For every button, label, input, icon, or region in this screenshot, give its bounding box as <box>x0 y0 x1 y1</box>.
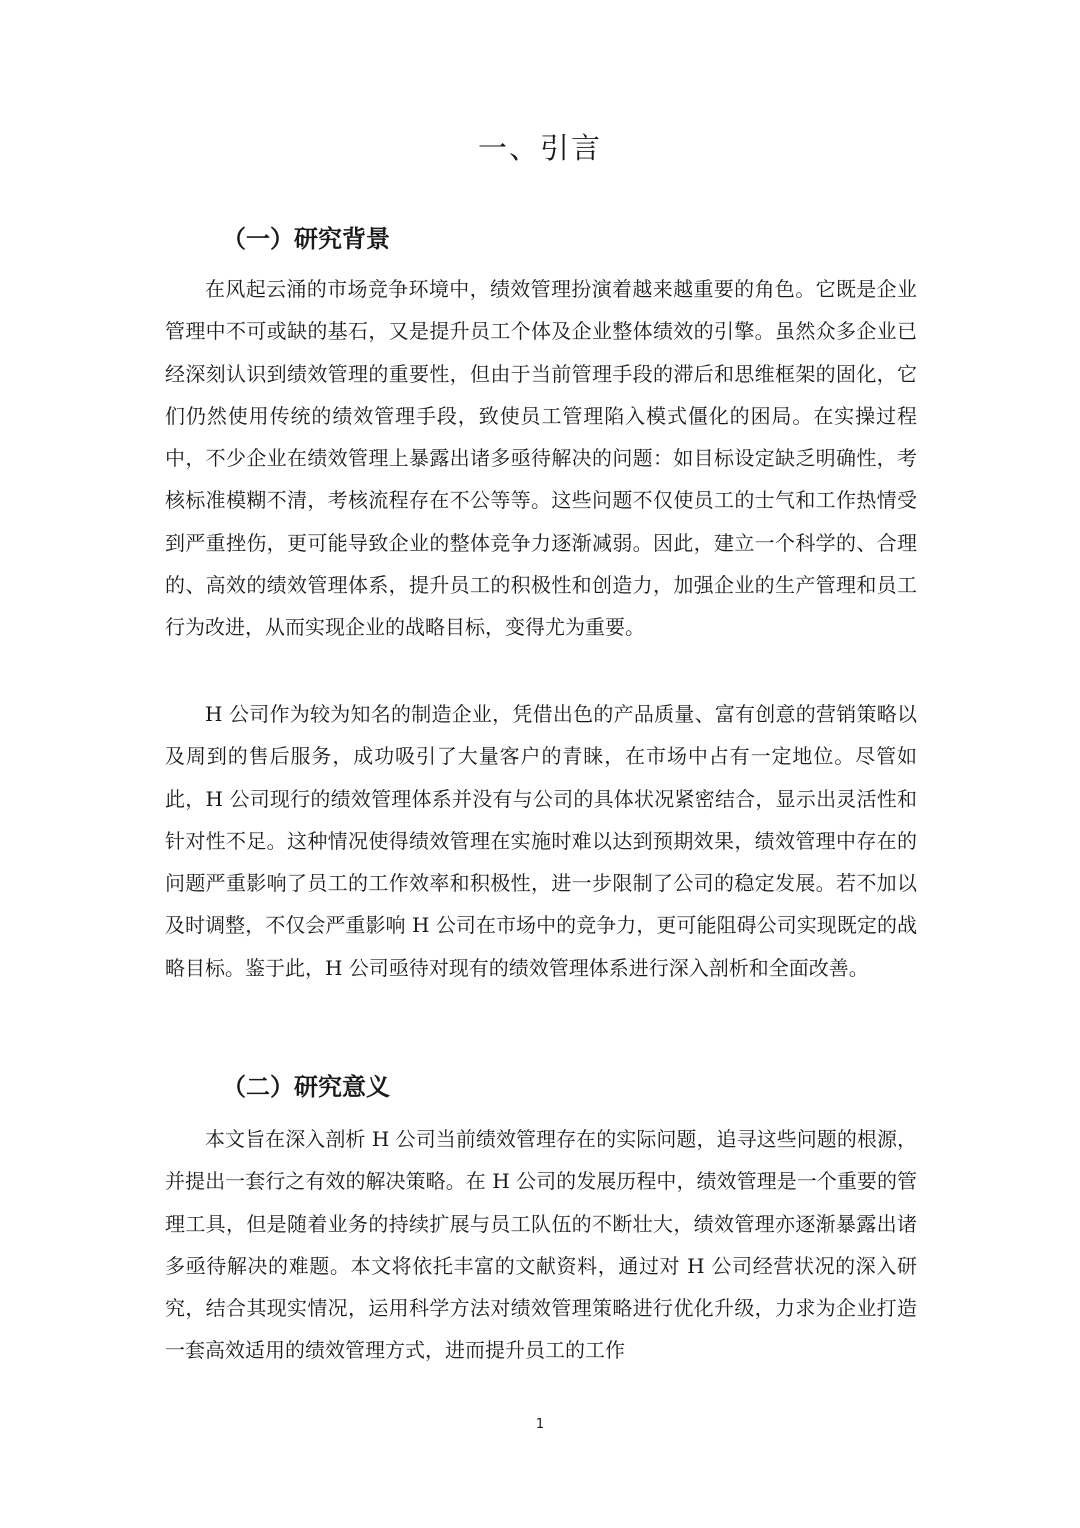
paragraph: 本文旨在深入剖析 H 公司当前绩效管理存在的实际问题，追寻这些问题的根源，并提出一套行之有效的解决策略。在 H 公司的发展历程中，绩效管理是一个重要的管理工具，但是随着业务的持续扩展与员工队伍的不断壮大，绩效管理亦逐渐暴露出诸多亟待解决的难题。本文将依托丰富的文献资料，通过对 H 公司经营状况的深入研究，结合其现实情况，运用科学方法对绩效管理策略进行优化升级，力求为企业打造一套高效适用的绩效管理方式，进而提升员工的工作 <box>165 1127 917 1363</box>
chapter-title: 一、引言 <box>477 131 602 165</box>
paragraph: 在风起云涌的市场竞争环境中，绩效管理扮演着越来越重要的角色。它既是企业管理中不可或缺的基石，又是提升员工个体及企业整体绩效的引擎。虽然众多企业已经深刻认识到绩效管理的重要性，但由于当前管理手段的滞后和思维框架的固化，它们仍然使用传统的绩效管理手段，致使员工管理陷入模式僵化的困局。在实操过程中，不少企业在绩效管理上暴露出诸多亟待解决的问题：如目标设定缺乏明确性，考核标准模糊不清，考核流程存在不公等等。这些问题不仅使员工的士气和工作热情受到严重挫伤，更可能导致企业的整体竞争力逐渐减弱。因此，建立一个科学的、合理的、高效的绩效管理体系，提升员工的积极性和创造力，加强企业的生产管理和员工行为改进，从而实现企业的战略目标，变得尤为重要。 <box>165 277 917 640</box>
page-number: 1 <box>535 1417 545 1432</box>
paragraph: H 公司作为较为知名的制造企业，凭借出色的产品质量、富有创意的营销策略以及周到的售后服务，成功吸引了大量客户的青睐，在市场中占有一定地位。尽管如此，H 公司现行的绩效管理体系并没有与公司的具体状况紧密结合，显示出灵活性和针对性不足。这种情况使得绩效管理在实施时难以达到预期效果，绩效管理中存在的问题严重影响了员工的工作效率和积极性，进一步限制了公司的稳定发展。若不加以及时调整，不仅会严重影响 H 公司在市场中的竞争力，更可能阻碍公司实现既定的战略目标。鉴于此，H 公司亟待对现有的绩效管理体系进行深入剖析和全面改善。 <box>165 702 917 980</box>
section-heading-research-background: （一）研究背景 <box>222 224 390 253</box>
section-heading-research-significance: （二）研究意义 <box>222 1072 390 1101</box>
